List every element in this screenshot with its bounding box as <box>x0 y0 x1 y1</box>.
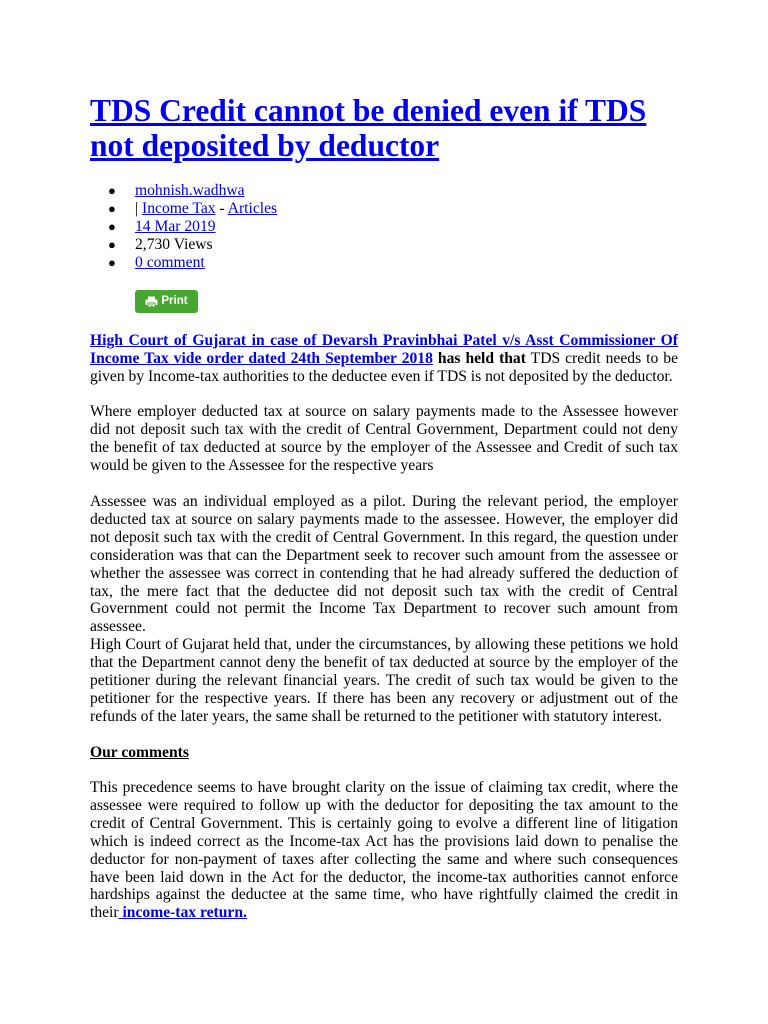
lead-paragraph <box>90 332 678 386</box>
bullet-icon: ● <box>108 201 116 216</box>
bullet-icon: ● <box>108 255 116 270</box>
held-that-text: has held that <box>432 349 526 367</box>
meta-views <box>108 236 277 254</box>
date-link[interactable]: 14 Mar 2019 <box>135 218 216 235</box>
meta-category <box>108 200 278 218</box>
article-meta-list <box>90 182 277 272</box>
paragraph-our-comments <box>90 779 678 922</box>
meta-date <box>108 218 277 236</box>
comments-link[interactable]: 0 comment <box>135 254 205 271</box>
paragraph-employer: Where employer deducted tax at source on salary payments made to the Assessee however did not deposit such tax with the credit of Central Government, Department could not deny the benefit of tax deducted at source by the employer of the Assessee and Credit of such tax would be given to the Assessee for the respective years <box>90 403 678 474</box>
section-link[interactable]: Articles <box>227 200 278 217</box>
comments-heading: Our comments <box>90 744 189 761</box>
case-link[interactable]: High Court of Gujarat in case of Devarsh Pravinbhai Patel v/s Asst Commissioner Of Income Tax vide order dated 24th September 2018 <box>90 332 678 367</box>
bullet-icon: ● <box>108 219 116 234</box>
meta-comments <box>108 254 277 272</box>
lead-text: TDS credit needs to be given by Income-tax authorities to the deductee even if TDS is not deposited by the deductor. <box>90 349 679 385</box>
paragraph-high-court: High Court of Gujarat held that, under the circumstances, by allowing these petitions we hold that the Department cannot deny the benefit of tax deducted at source by the employer of the petitioner during the relevant financial years. The credit of such tax would be given to the petitioner for the respective years. If there has been any recovery or adjustment out of the refunds of the later years, the same shall be returned to the petitioner with statutory interest. <box>90 636 678 725</box>
category-link[interactable]: Income Tax <box>142 200 216 217</box>
comments-text: This precedence seems to have brought clarity on the issue of claiming tax credit, where the assessee were required to follow up with the deductor for depositing the tax amount to the credit of Central Government. This is certainly going to evolve a different line of litigation which is indeed correct as the Income-tax Act has the provisions laid down to penalise the deductor for non-payment of taxes after collecting the same and where such consequences have been laid down in the Act for the deductor, the income-tax authorities cannot enforce hardships against the deductee at the same time, who have rightfully claimed the credit in their <box>90 779 678 922</box>
bullet-icon: ● <box>108 237 116 252</box>
article-title[interactable]: TDS Credit cannot be denied even if TDS not deposited by deductor <box>90 93 647 163</box>
category-separator: - <box>215 200 228 217</box>
print-button[interactable] <box>135 290 198 313</box>
category-prefix: | <box>135 200 143 217</box>
income-tax-return-link[interactable]: income-tax return. <box>118 904 247 922</box>
author-link[interactable]: mohnish.wadhwa <box>135 182 245 199</box>
bullet-icon: ● <box>108 183 116 198</box>
paragraph-assessee: Assessee was an individual employed as a pilot. During the relevant period, the employer deducted tax at source on salary payments made to the assessee. However, the employer did not deposit such tax with the credit of Central Government. In this regard, the question under consideration was that can the Department seek to recover such amount from the assessee or whether the assessee was correct in contending that he had already suffered the deduction of tax, the mere fact that the deductee did not deposit such tax with the credit of Central Government could not permit the Income Tax Department to recover such amount from assessee. <box>90 493 678 636</box>
printer-icon <box>145 296 158 308</box>
views-count: 2,730 Views <box>135 236 213 253</box>
print-label: Print <box>161 294 188 307</box>
meta-author <box>108 182 277 200</box>
